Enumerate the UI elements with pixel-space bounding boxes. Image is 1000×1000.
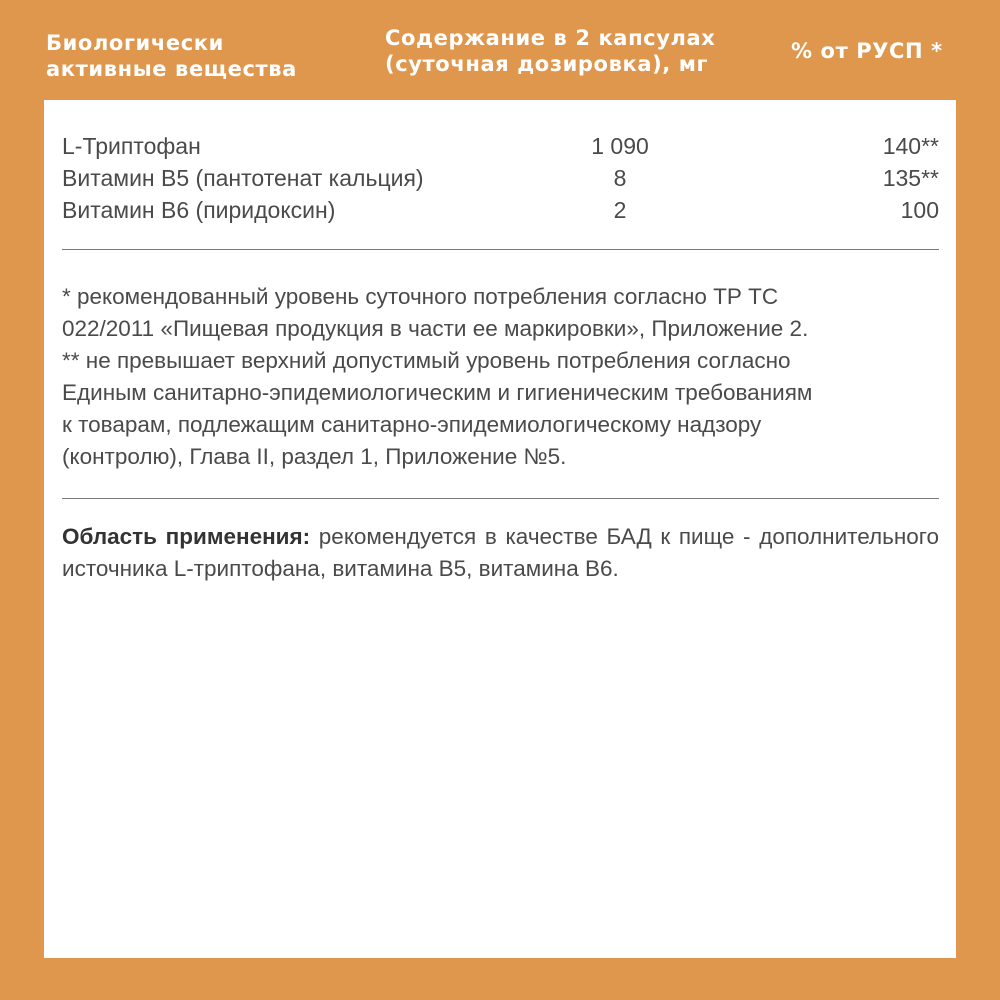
header-substances-line2: активные вещества [46,57,297,81]
usage-text: рекомендуется в качестве БАД к пище - дополнительного источника L-триптофана, витамина В5, витамина В6. [62,524,939,581]
header-substances-line1: Биологически [46,31,224,55]
divider [62,249,939,250]
header-content [385,25,715,77]
usage-section [62,521,939,585]
row-percent: 140** [882,133,939,159]
usage-label: Область применения: [62,524,311,549]
table-header [0,0,1000,100]
table-row [62,133,939,165]
footnotes [62,281,942,473]
row-percent: 135** [882,165,939,191]
divider [62,498,939,499]
footnote-line: ** не превышает верхний допустимый уровень потребления согласно [62,348,791,373]
table-row [62,165,939,197]
row-percent: 100 [900,197,939,223]
footnote-line: * рекомендованный уровень суточного потребления согласно ТР ТС [62,284,779,309]
row-name: L-Триптофан [62,133,201,159]
content-panel [44,100,956,958]
header-substances [46,30,297,82]
header-content-line1: Содержание в 2 капсулах [385,26,716,50]
footnote-line: (контролю), Глава II, раздел 1, Приложение №5. [62,444,567,469]
header-percent: % от РУСП * [791,39,943,63]
footnote-line: Единым санитарно-эпидемиологическим и гигиеническим требованиям [62,380,813,405]
header-content-line2: (суточная дозировка), мг [385,52,709,76]
row-amount: 2 [613,197,627,223]
footnote-line: к товарам, подлежащим санитарно-эпидемиологическому надзору [62,412,762,437]
table-row [62,197,939,229]
footnote-line: 022/2011 «Пищевая продукция в части ее маркировки», Приложение 2. [62,316,809,341]
row-amount: 8 [613,165,627,191]
row-name: Витамин В5 (пантотенат кальция) [62,165,424,191]
row-name: Витамин В6 (пиридоксин) [62,197,336,223]
row-amount: 1 090 [591,133,649,159]
